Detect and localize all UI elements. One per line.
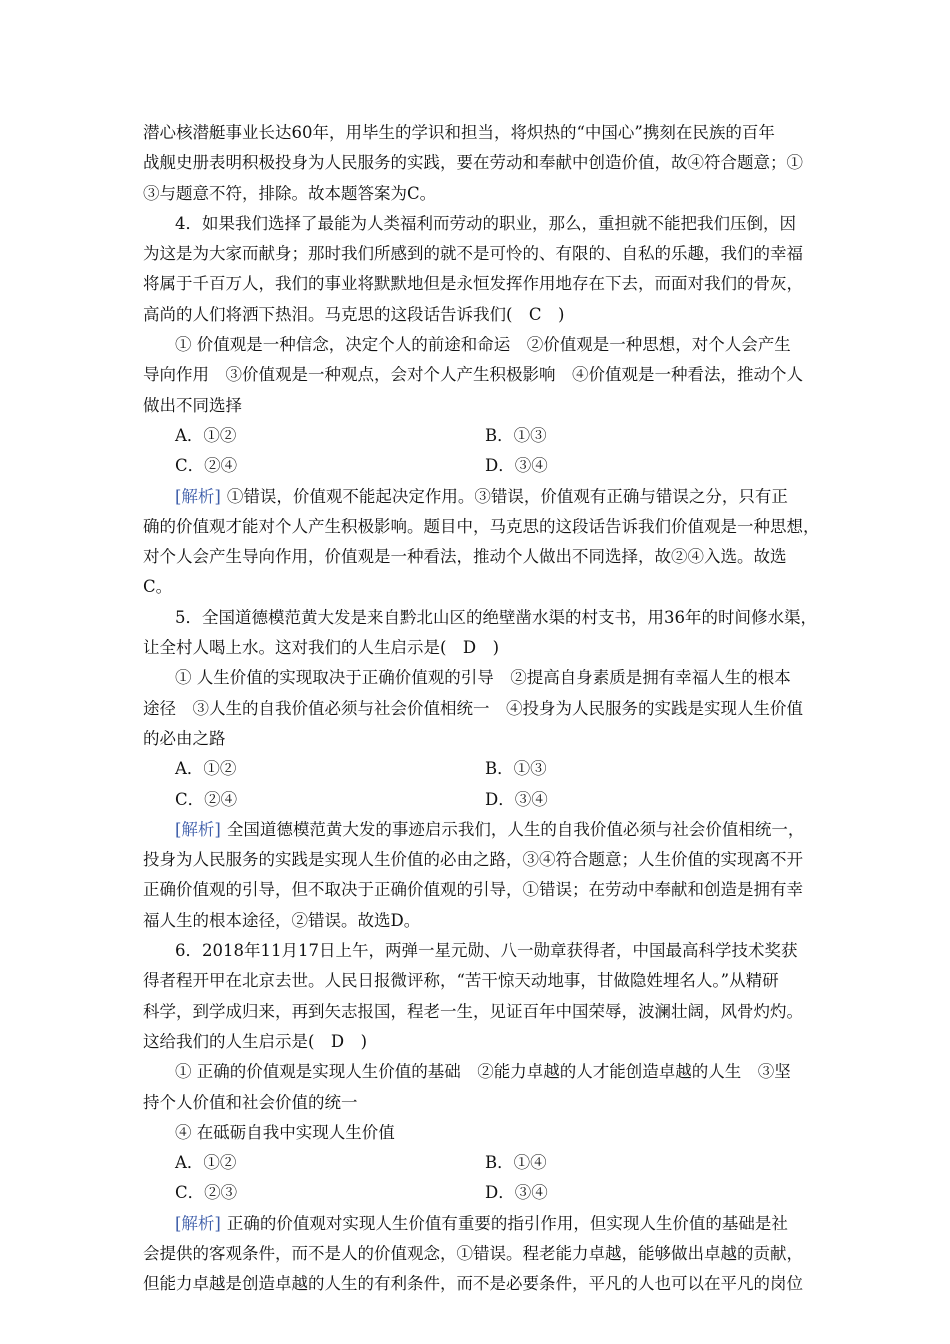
options-row xyxy=(143,421,823,451)
option-a: A．①② xyxy=(175,1153,237,1173)
question-stem: 让全村人喝上水。这对我们的人生启示是( D ) xyxy=(143,638,500,658)
analysis-text: 正确的价值观对实现人生价值有重要的指引作用，但实现人生价值的基础是社 xyxy=(226,1213,788,1233)
options-row xyxy=(143,1148,823,1178)
statement-line: ① 人生价值的实现取决于正确价值观的引导 ②提高自身素质是拥有幸福人生的根本 xyxy=(175,668,791,688)
options-row xyxy=(143,1178,823,1208)
question-stem: 科学，到学成归来，再到矢志报国，程老一生，见证百年中国荣辱，波澜壮阔，风骨灼灼。 xyxy=(143,1001,803,1021)
analysis-line: 投身为人民服务的实践是实现人生价值的必由之路，③④符合题意；人生价值的实现离不开 xyxy=(143,850,803,870)
question-stem: 4．如果我们选择了最能为人类福利而劳动的职业，那么，重担就不能把我们压倒，因 xyxy=(175,213,796,233)
analysis-label: [解析] xyxy=(175,819,221,839)
text-line: 战舰史册表明积极投身为人民服务的实践，要在劳动和奉献中创造价值，故④符合题意；① xyxy=(143,153,803,173)
text-line: 潜心核潜艇事业长达60年，用毕生的学识和担当，将炽热的“中国心”携刻在民族的百年 xyxy=(143,123,775,142)
question-stem: 6．2018年11月17日上午，两弹一星元勋、八一勋章获得者，中国最高科学技术奖获 xyxy=(175,941,798,961)
question-6 xyxy=(143,936,823,1300)
option-b: B．①③ xyxy=(485,759,547,779)
option-b: B．①④ xyxy=(485,1153,547,1173)
statement-line: 持个人价值和社会价值的统一 xyxy=(143,1092,358,1112)
statement-line: 的必由之路 xyxy=(143,728,226,748)
statement-line: 做出不同选择 xyxy=(143,395,242,415)
option-b: B．①③ xyxy=(485,425,547,445)
question-stem: 5．全国道德模范黄大发是来自黔北山区的绝壁凿水渠的村支书，用36年的时间修水渠， xyxy=(175,607,817,627)
option-a: A．①② xyxy=(175,425,237,445)
analysis-line xyxy=(143,482,823,512)
text-line: ③与题意不符，排除。故本题答案为C。 xyxy=(143,183,437,203)
option-c: C．②④ xyxy=(175,789,238,809)
option-c: C．②④ xyxy=(175,456,238,476)
document-page xyxy=(143,118,823,1300)
analysis-label: [解析] xyxy=(175,486,221,506)
statement-line: 导向作用 ③价值观是一种观点，会对个人产生积极影响 ④价值观是一种看法，推动个人 xyxy=(143,365,803,385)
question-stem: 将属于千百万人，我们的事业将默默地但是永恒发挥作用地存在下去，而面对我们的骨灰， xyxy=(143,274,803,294)
option-a: A．①② xyxy=(175,759,237,779)
options-row xyxy=(143,754,823,784)
analysis-line: 确的价值观才能对个人产生积极影响。题目中，马克思的这段话告诉我们价值观是一种思想， xyxy=(143,516,820,536)
question-4 xyxy=(143,209,823,603)
option-d: D．③④ xyxy=(485,1183,548,1203)
analysis-line: 福人生的根本途径，②错误。故选D。 xyxy=(143,910,421,930)
analysis-line xyxy=(143,815,823,845)
statement-line: ① 价值观是一种信念，决定个人的前途和命运 ②价值观是一种思想，对个人会产生 xyxy=(175,335,791,355)
analysis-line: 正确价值观的引导，但不取决于正确价值观的引导，①错误；在劳动中奉献和创造是拥有幸 xyxy=(143,880,803,900)
statement-line: ④ 在砥砺自我中实现人生价值 xyxy=(175,1122,395,1142)
analysis-line xyxy=(143,1209,823,1239)
question-5 xyxy=(143,603,823,936)
question-stem: 为这是为大家而献身；那时我们所感到的就不是可怜的、有限的、自私的乐趣，我们的幸福 xyxy=(143,244,803,264)
continuation-text xyxy=(143,118,823,209)
question-stem: 高尚的人们将洒下热泪。马克思的这段话告诉我们( C ) xyxy=(143,304,565,324)
analysis-text: ①错误，价值观不能起决定作用。③错误，价值观有正确与错误之分，只有正 xyxy=(226,486,788,506)
option-d: D．③④ xyxy=(485,456,548,476)
analysis-line: C。 xyxy=(143,577,173,597)
statement-line: 途径 ③人生的自我价值必须与社会价值相统一 ④投身为人民服务的实践是实现人生价值 xyxy=(143,698,803,718)
analysis-text: 全国道德模范黄大发的事迹启示我们，人生的自我价值必须与社会价值相统一， xyxy=(226,819,805,839)
analysis-line: 对个人会产生导向作用，价值观是一种看法，推动个人做出不同选择，故②④入选。故选 xyxy=(143,547,787,567)
option-d: D．③④ xyxy=(485,789,548,809)
options-row xyxy=(143,451,823,481)
question-stem: 这给我们的人生启示是( D ) xyxy=(143,1031,368,1051)
question-stem: 得者程开甲在北京去世。人民日报微评称，“苦干惊天动地事，甘做隐姓埋名人。”从精研 xyxy=(143,971,779,991)
analysis-label: [解析] xyxy=(175,1213,221,1233)
options-row xyxy=(143,785,823,815)
option-c: C．②③ xyxy=(175,1183,238,1203)
analysis-line: 但能力卓越是创造卓越的人生的有利条件，而不是必要条件，平凡的人也可以在平凡的岗位 xyxy=(143,1274,803,1294)
analysis-line: 会提供的客观条件，而不是人的价值观念，①错误。程老能力卓越，能够做出卓越的贡献， xyxy=(143,1243,803,1263)
statement-line: ① 正确的价值观是实现人生价值的基础 ②能力卓越的人才能创造卓越的人生 ③坚 xyxy=(175,1062,791,1082)
